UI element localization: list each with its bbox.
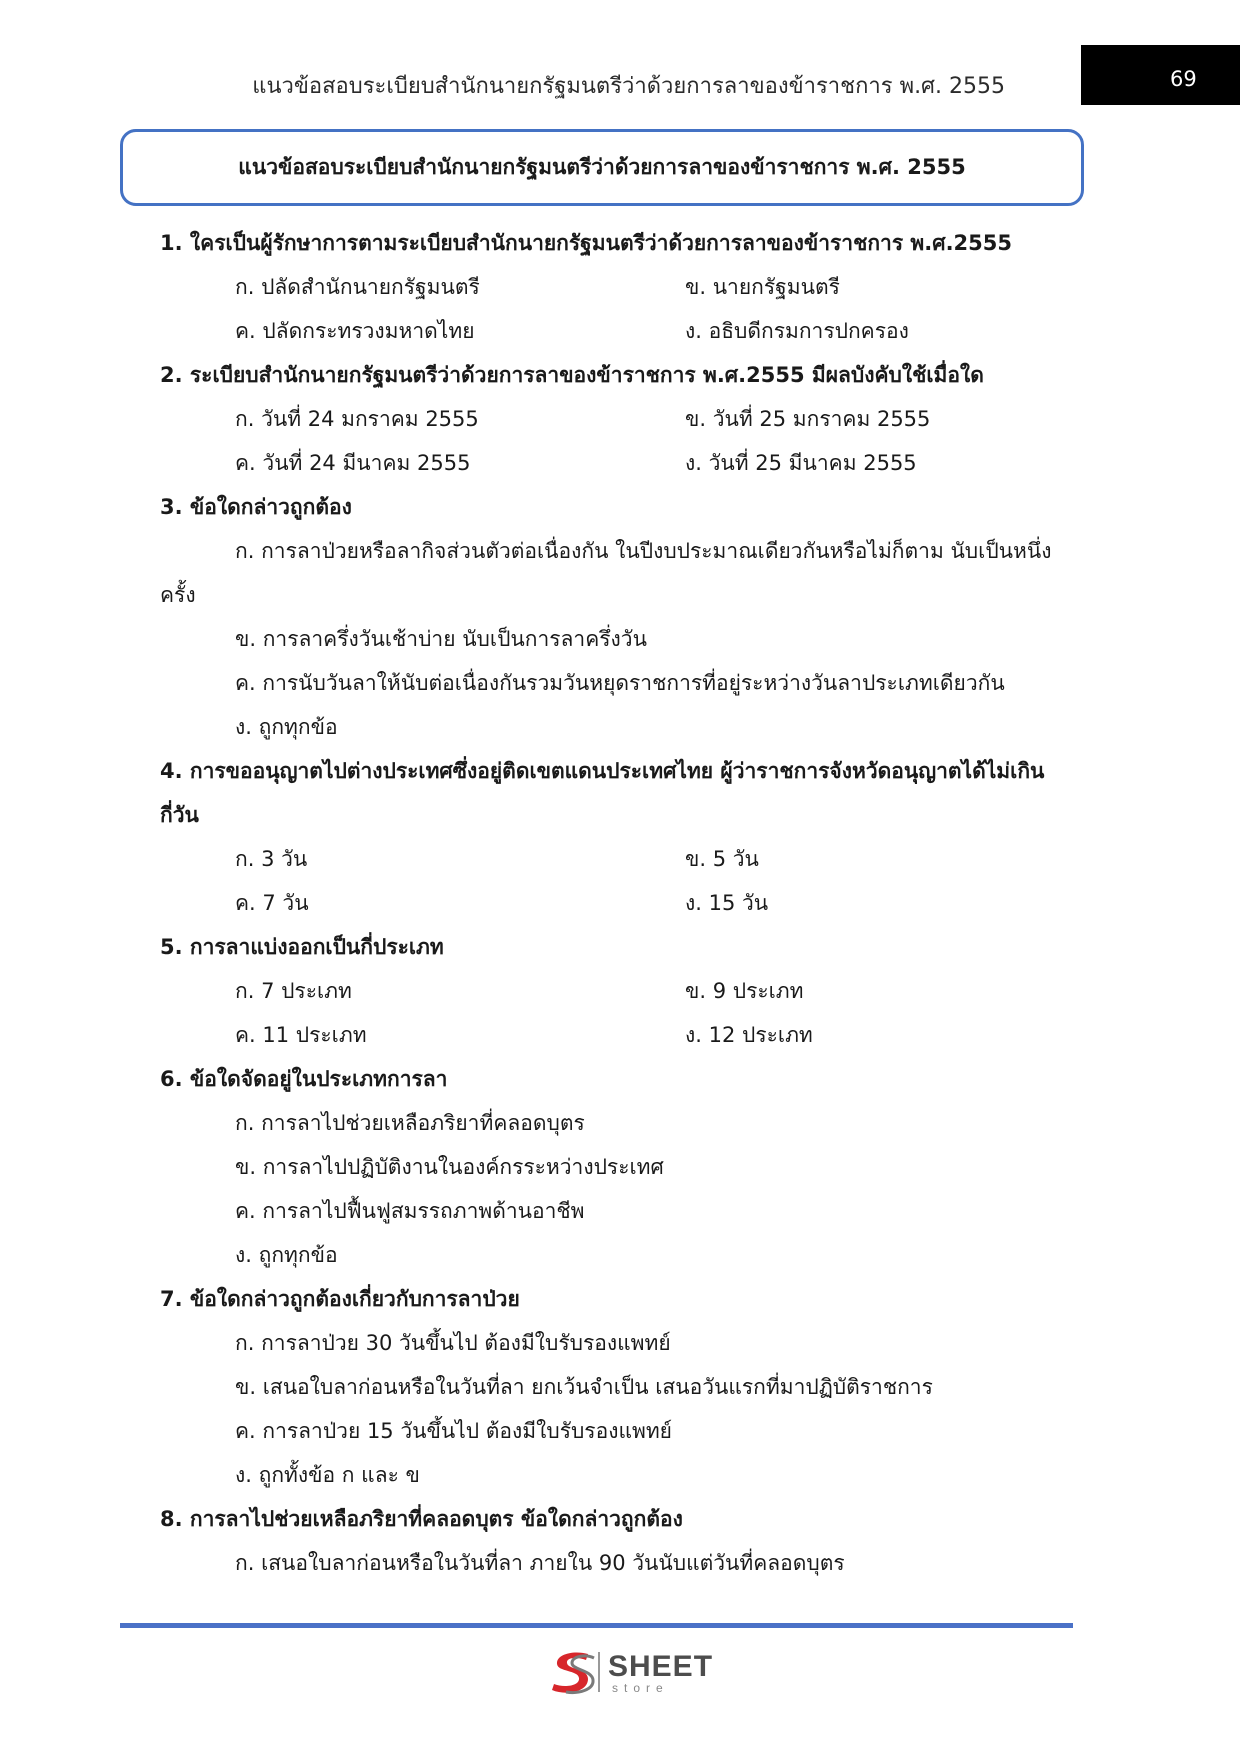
option-row [160,397,1060,441]
question-text: 8. การลาไปช่วยเหลือภริยาที่คลอดบุตร ข้อใดกล่าวถูกต้อง [160,1507,683,1531]
option-b: ข. นายกรัฐมนตรี [685,275,840,299]
option-a: ก. 3 วัน [235,847,308,871]
option-c: ค. การลาไปฟื้นฟูสมรรถภาพด้านอาชีพ [235,1199,585,1223]
option-a: ก. วันที่ 24 มกราคม 2555 [235,407,479,431]
option-row [160,265,1060,309]
option-b: ข. การลาไปปฏิบัติงานในองค์กรระหว่างประเทศ [235,1155,664,1179]
question-text: 1. ใครเป็นผู้รักษาการตามระเบียบสำนักนายกรัฐมนตรีว่าด้วยการลาของข้าราชการ พ.ศ.2555 [160,231,1012,255]
option-c: ค. 11 ประเภท [235,1023,367,1047]
option-b: ข. 9 ประเภท [685,979,804,1003]
option-d: ง. อธิบดีกรมการปกครอง [685,319,909,343]
option-a: ก. การลาไปช่วยเหลือภริยาที่คลอดบุตร [235,1111,585,1135]
logo-text: SHEET [608,1650,714,1683]
option-row [160,1013,1060,1057]
question-text: 2. ระเบียบสำนักนายกรัฐมนตรีว่าด้วยการลาของข้าราชการ พ.ศ.2555 มีผลบังคับใช้เมื่อใด [160,363,984,387]
option-d: ง. ถูกทั้งข้อ ก และ ข [235,1463,420,1487]
option-c: ค. การลาป่วย 15 วันขึ้นไป ต้องมีใบรับรองแพทย์ [235,1419,672,1443]
question-text: 5. การลาแบ่งออกเป็นกี่ประเภท [160,935,444,959]
option-d: ง. ถูกทุกข้อ [235,715,338,739]
question-text: 4. การขออนุญาตไปต่างประเทศซึ่งอยู่ติดเขตแดนประเทศไทย ผู้ว่าราชการจังหวัดอนุญาตได้ไม่เกิน [160,759,1045,783]
logo-subtext: store [612,1681,669,1695]
option-b: ข. เสนอใบลาก่อนหรือในวันที่ลา ยกเว้นจำเป็น เสนอวันแรกที่มาปฏิบัติราชการ [235,1375,933,1399]
option-a: ก. เสนอใบลาก่อนหรือในวันที่ลา ภายใน 90 วันนับแต่วันที่คลอดบุตร [235,1551,845,1575]
running-header: แนวข้อสอบระเบียบสำนักนายกรัฐมนตรีว่าด้วยการลาของข้าราชการ พ.ศ. 2555 [252,74,1005,99]
option-a-continuation: ครั้ง [160,583,196,607]
option-row [160,309,1060,353]
option-c: ค. 7 วัน [235,891,309,915]
question-list [160,221,1060,1585]
option-row [160,969,1060,1013]
option-d: ง. วันที่ 25 มีนาคม 2555 [685,451,917,475]
option-a: ก. การลาป่วย 30 วันขึ้นไป ต้องมีใบรับรองแพทย์ [235,1331,671,1355]
option-d: ง. 15 วัน [685,891,769,915]
question-text: 6. ข้อใดจัดอยู่ในประเภทการลา [160,1067,448,1091]
option-c: ค. วันที่ 24 มีนาคม 2555 [235,451,471,475]
option-a: ก. ปลัดสำนักนายกรัฐมนตรี [235,275,480,299]
option-c: ค. ปลัดกระทรวงมหาดไทย [235,319,475,343]
option-a: ก. 7 ประเภท [235,979,352,1003]
option-b: ข. 5 วัน [685,847,759,871]
title-box: แนวข้อสอบระเบียบสำนักนายกรัฐมนตรีว่าด้วยการลาของข้าราชการ พ.ศ. 2555 [120,129,1084,206]
option-d: ง. ถูกทุกข้อ [235,1243,338,1267]
footer-rule [120,1623,1073,1628]
option-b: ข. วันที่ 25 มกราคม 2555 [685,407,931,431]
option-a: ก. การลาป่วยหรือลากิจส่วนตัวต่อเนื่องกัน ในปีงบประมาณเดียวกันหรือไม่ก็ตาม นับเป็นหนึ่ง [235,539,1052,563]
page-number: 69 [1170,67,1197,91]
option-c: ค. การนับวันลาให้นับต่อเนื่องกันรวมวันหยุดราชการที่อยู่ระหว่างวันลาประเภทเดียวกัน [235,671,1005,695]
page-number-box [1081,45,1240,105]
option-d: ง. 12 ประเภท [685,1023,813,1047]
question-text: 3. ข้อใดกล่าวถูกต้อง [160,495,352,519]
option-row [160,441,1060,485]
option-row [160,837,1060,881]
option-b: ข. การลาครึ่งวันเช้าบ่าย นับเป็นการลาครึ่งวัน [235,627,647,651]
sheet-store-logo-icon [548,1648,600,1696]
option-row [160,881,1060,925]
question-text: 7. ข้อใดกล่าวถูกต้องเกี่ยวกับการลาป่วย [160,1287,520,1311]
question-text-continuation: กี่วัน [160,803,199,827]
